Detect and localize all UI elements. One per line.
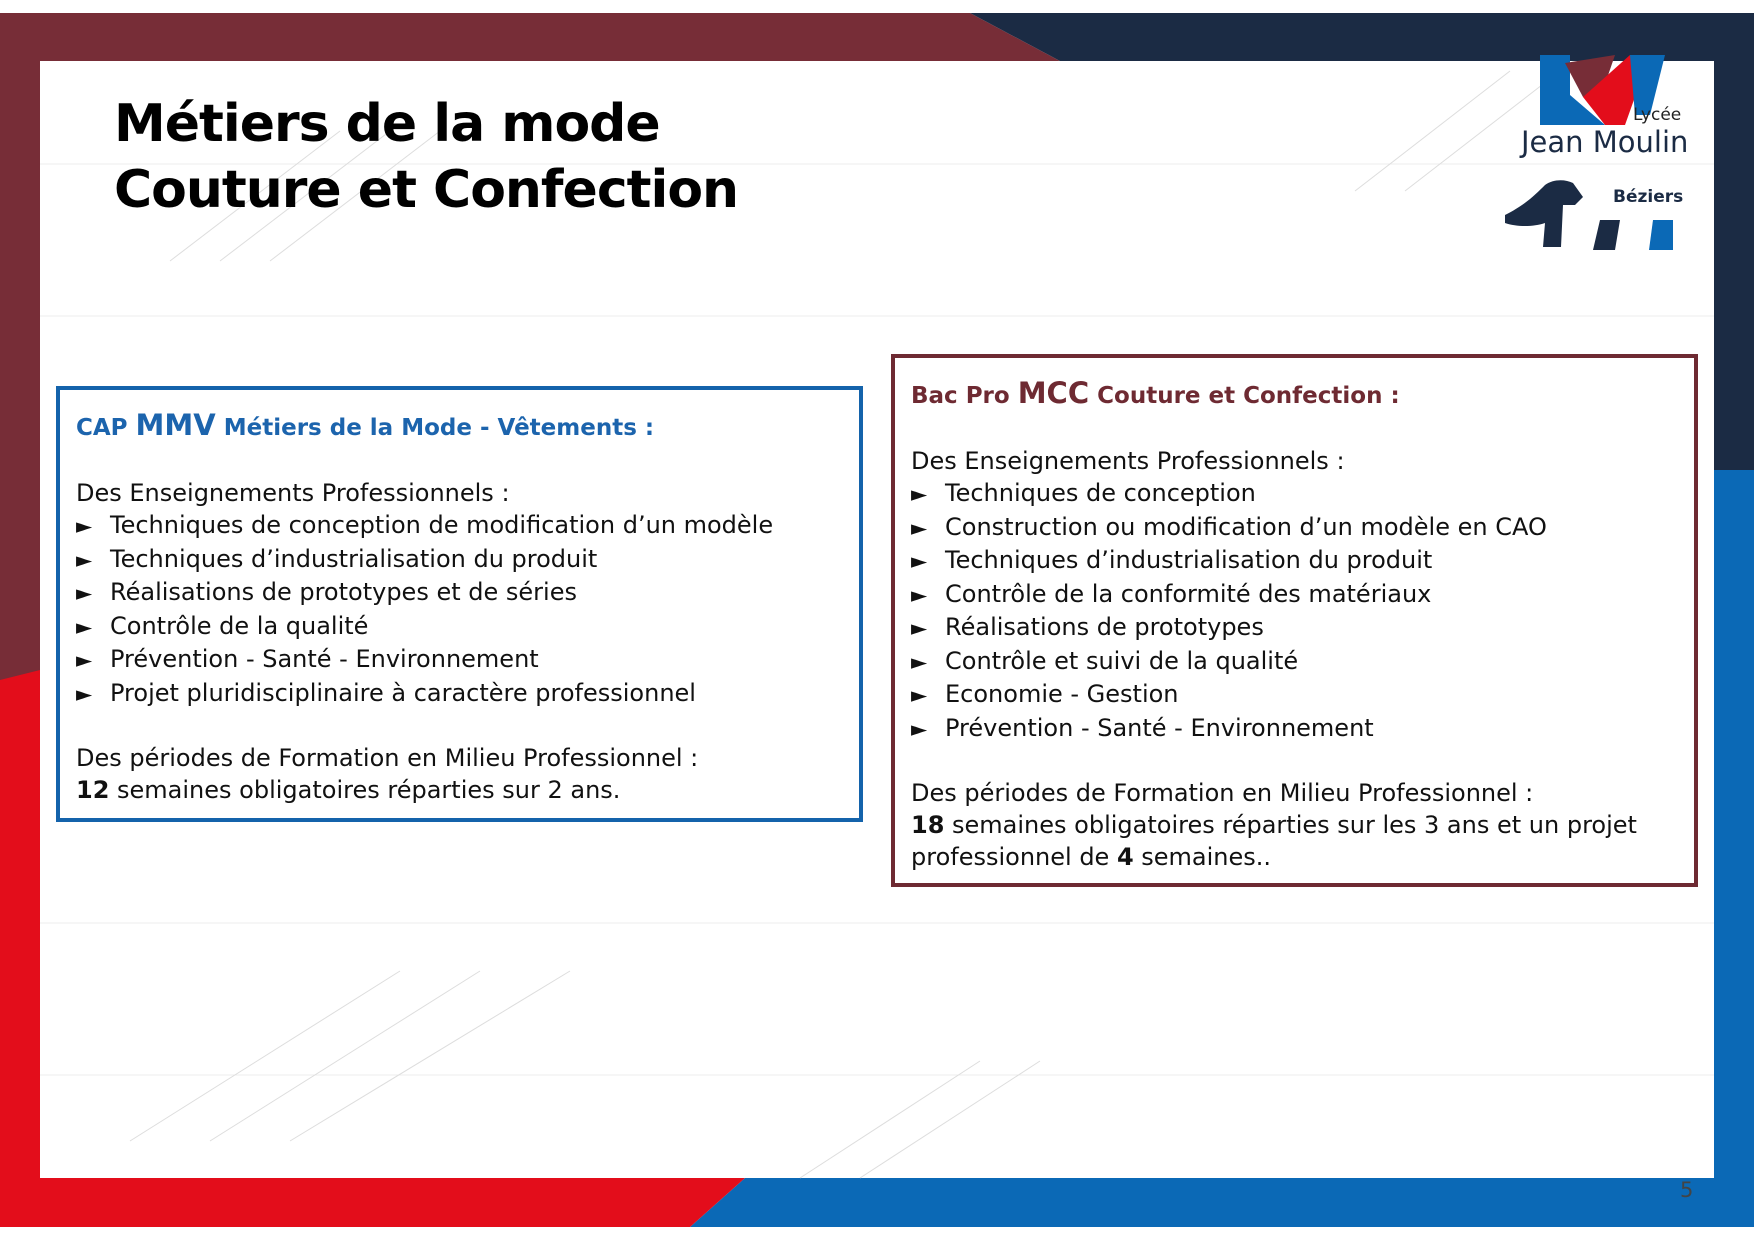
arrow-icon: ► [76,547,93,572]
list-item-text: Prévention - Santé - Environnement [945,713,1374,742]
list-item-text: Economie - Gestion [945,680,1179,708]
bac-project-text: professionnel de [911,843,1117,871]
list-item [76,610,843,644]
list-item-text: Contrôle et suivi de la qualité [945,646,1299,675]
cap-period-label: Des périodes de Formation en Milieu Professionnel : [76,744,699,772]
bac-heading-acronym: MCC [1017,376,1090,410]
list-item [76,643,843,677]
cap-heading-acronym: MMV [135,408,216,442]
list-item-text: Prévention - Santé - Environnement [110,645,539,673]
arrow-icon: ► [76,514,93,538]
list-item [911,611,1678,645]
title-line-1: Métiers de la mode [114,94,660,154]
logo-lycee-text: Lycée [1633,105,1682,125]
arrow-icon: ► [76,681,93,706]
bac-period-label: Des périodes de Formation en Milieu Professionnel : [911,779,1534,807]
arrow-icon: ► [76,614,93,639]
cap-period-weeks [76,774,843,806]
list-item-text: Réalisations de prototypes [945,613,1264,641]
bac-project-number: 4 [1116,843,1134,871]
page-title [114,91,738,223]
logo-blue-bar [1649,220,1673,250]
arrow-icon: ► [911,482,928,506]
bac-weeks-number: 18 [911,811,945,839]
cap-teaching-label: Des Enseignements Professionnels : [76,479,510,507]
bac-project-suffix: semaines.. [1133,843,1272,871]
list-item [76,509,843,543]
bac-weeks-text: semaines obligatoires réparties sur les 3 ans et un projet [944,811,1637,839]
list-item [911,544,1678,578]
list-item [911,678,1678,712]
list-item-text: Projet pluridisciplinaire à caractère professionnel [110,678,696,707]
bac-project-weeks [911,841,1678,873]
arrow-icon: ► [76,581,93,605]
cap-heading [76,408,843,445]
logo-navy-bar [1593,220,1620,250]
logo-silhouette [1505,180,1583,247]
list-item-text: Techniques d’industrialisation du produit [110,544,598,573]
list-item-text: Contrôle de la conformité des matériaux [945,579,1432,608]
arrow-icon: ► [911,515,928,540]
title-line-2: Couture et Confection [114,160,739,220]
list-item [911,511,1678,545]
list-item-text: Réalisations de prototypes et de séries [110,578,577,606]
page-number: 5 [1680,1178,1694,1202]
arrow-icon: ► [76,648,93,672]
logo-city: Béziers [1613,187,1684,207]
bac-heading-prefix: Bac Pro [911,383,1018,409]
list-item-text: Techniques de conception [945,479,1256,507]
bac-pro-mcc-card [891,354,1698,887]
bac-teaching-list [911,477,1678,745]
list-item [76,677,843,711]
cap-mmv-card [56,386,863,822]
slide [40,61,1714,1202]
list-item-text: Construction ou modification d’un modèle en CAO [945,512,1547,541]
list-item [76,576,843,610]
arrow-icon: ► [911,549,928,573]
list-item-text: Techniques d’industrialisation du produit [945,546,1433,574]
bac-heading-rest: Couture et Confection : [1089,383,1400,409]
list-item [911,712,1678,746]
cap-weeks-text: semaines obligatoires réparties sur 2 ans. [109,776,621,804]
cap-heading-prefix: CAP [76,415,136,441]
bac-period-weeks [911,809,1678,841]
school-logo [1465,55,1710,255]
list-item-text: Contrôle de la qualité [110,611,369,640]
bac-heading [911,376,1678,413]
list-item [911,578,1678,612]
arrow-icon: ► [911,683,928,707]
cap-teaching-list [76,509,843,710]
list-item [76,543,843,577]
bac-teaching-label: Des Enseignements Professionnels : [911,447,1345,475]
arrow-icon: ► [911,582,928,607]
list-item [911,645,1678,679]
cap-heading-rest: Métiers de la Mode - Vêtements : [215,415,655,441]
arrow-icon: ► [911,649,928,674]
list-item [911,477,1678,511]
arrow-icon: ► [911,616,928,640]
logo-school-name: Jean Moulin [1521,125,1689,159]
cap-weeks-number: 12 [76,776,110,804]
arrow-icon: ► [911,716,928,741]
list-item-text: Techniques de conception de modification d’un modèle [110,511,774,539]
